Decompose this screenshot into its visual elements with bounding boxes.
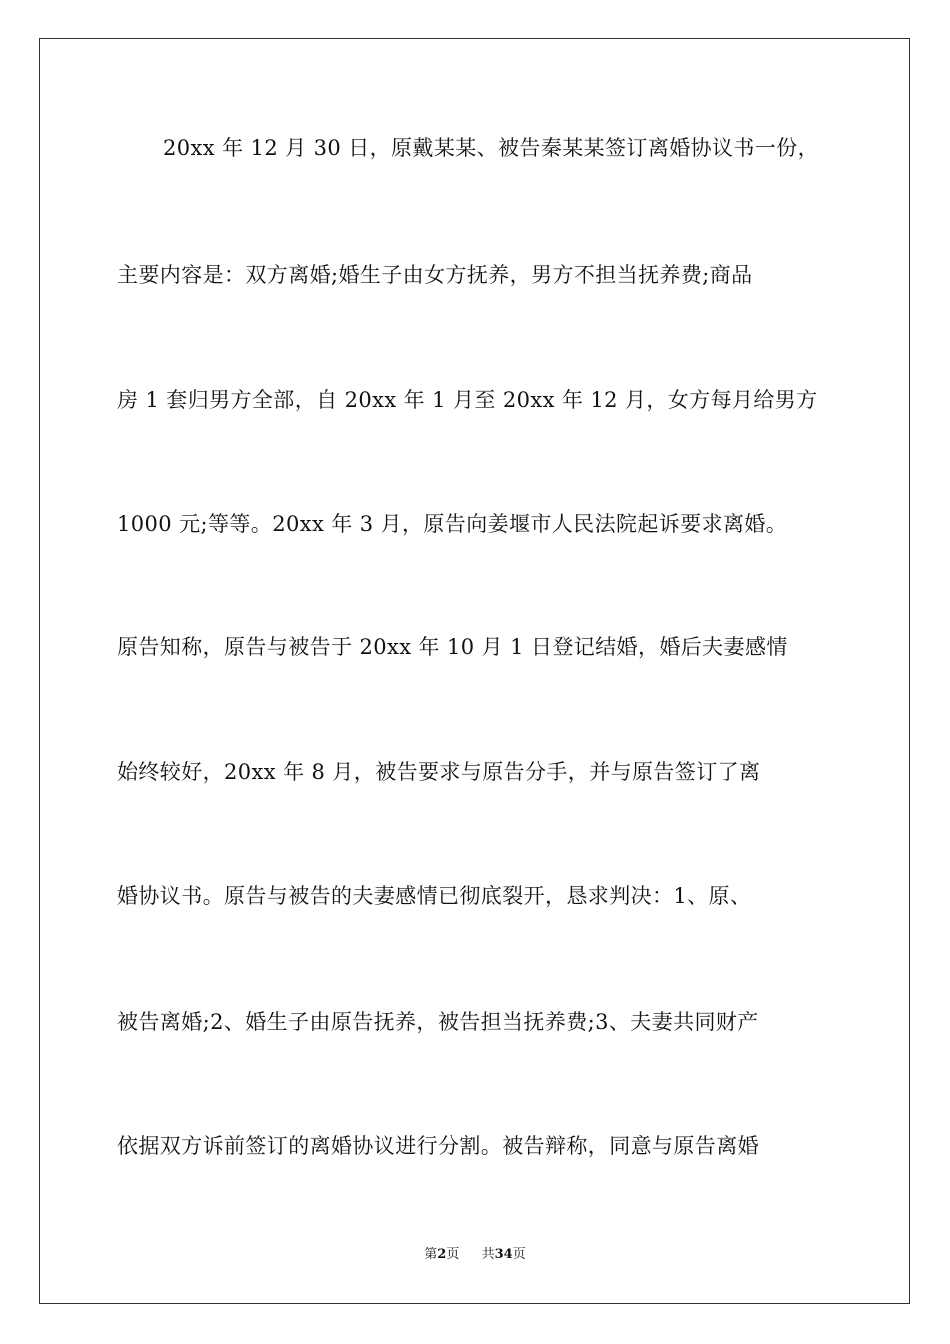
body-text-line: 依据双方诉前签订的离婚协议进行分割。被告辩称，同意与原告离婚: [117, 1134, 759, 1158]
body-text-line: 被告离婚;2、婚生子由原告抚养，被告担当抚养费;3、夫妻共同财产: [117, 1010, 759, 1034]
page-number-label: [424, 1246, 459, 1264]
body-text-line: 1000 元;等等。20xx 年 3 月，原告向姜堰市人民法院起诉要求离婚。: [117, 512, 788, 536]
total-suffix: 页: [512, 1247, 526, 1262]
body-text-line: 主要内容是：双方离婚;婚生子由女方抚养，男方不担当抚养费;商品: [117, 263, 753, 287]
total-prefix: 共: [481, 1247, 495, 1262]
page-number: 2: [437, 1247, 447, 1262]
page-border: [39, 38, 910, 1304]
body-text-line: 原告知称，原告与被告于 20xx 年 10 月 1 日登记结婚，婚后夫妻感情: [117, 635, 788, 659]
page-suffix: 页: [446, 1247, 460, 1262]
page-footer: [0, 1246, 950, 1264]
total-number: 34: [494, 1247, 513, 1262]
total-pages-label: [482, 1246, 526, 1264]
body-text-line: 婚协议书。原告与被告的夫妻感情已彻底裂开，恳求判决：1、原、: [117, 884, 752, 908]
body-text-line: 始终较好，20xx 年 8 月，被告要求与原告分手，并与原告签订了离: [117, 760, 761, 784]
body-text-line: 房 1 套归男方全部，自 20xx 年 1 月至 20xx 年 12 月，女方每月给男方: [117, 388, 818, 412]
body-text-line: 20xx 年 12 月 30 日，原戴某某、被告秦某某签订离婚协议书一份，: [163, 136, 820, 160]
page-prefix: 第: [424, 1247, 438, 1262]
